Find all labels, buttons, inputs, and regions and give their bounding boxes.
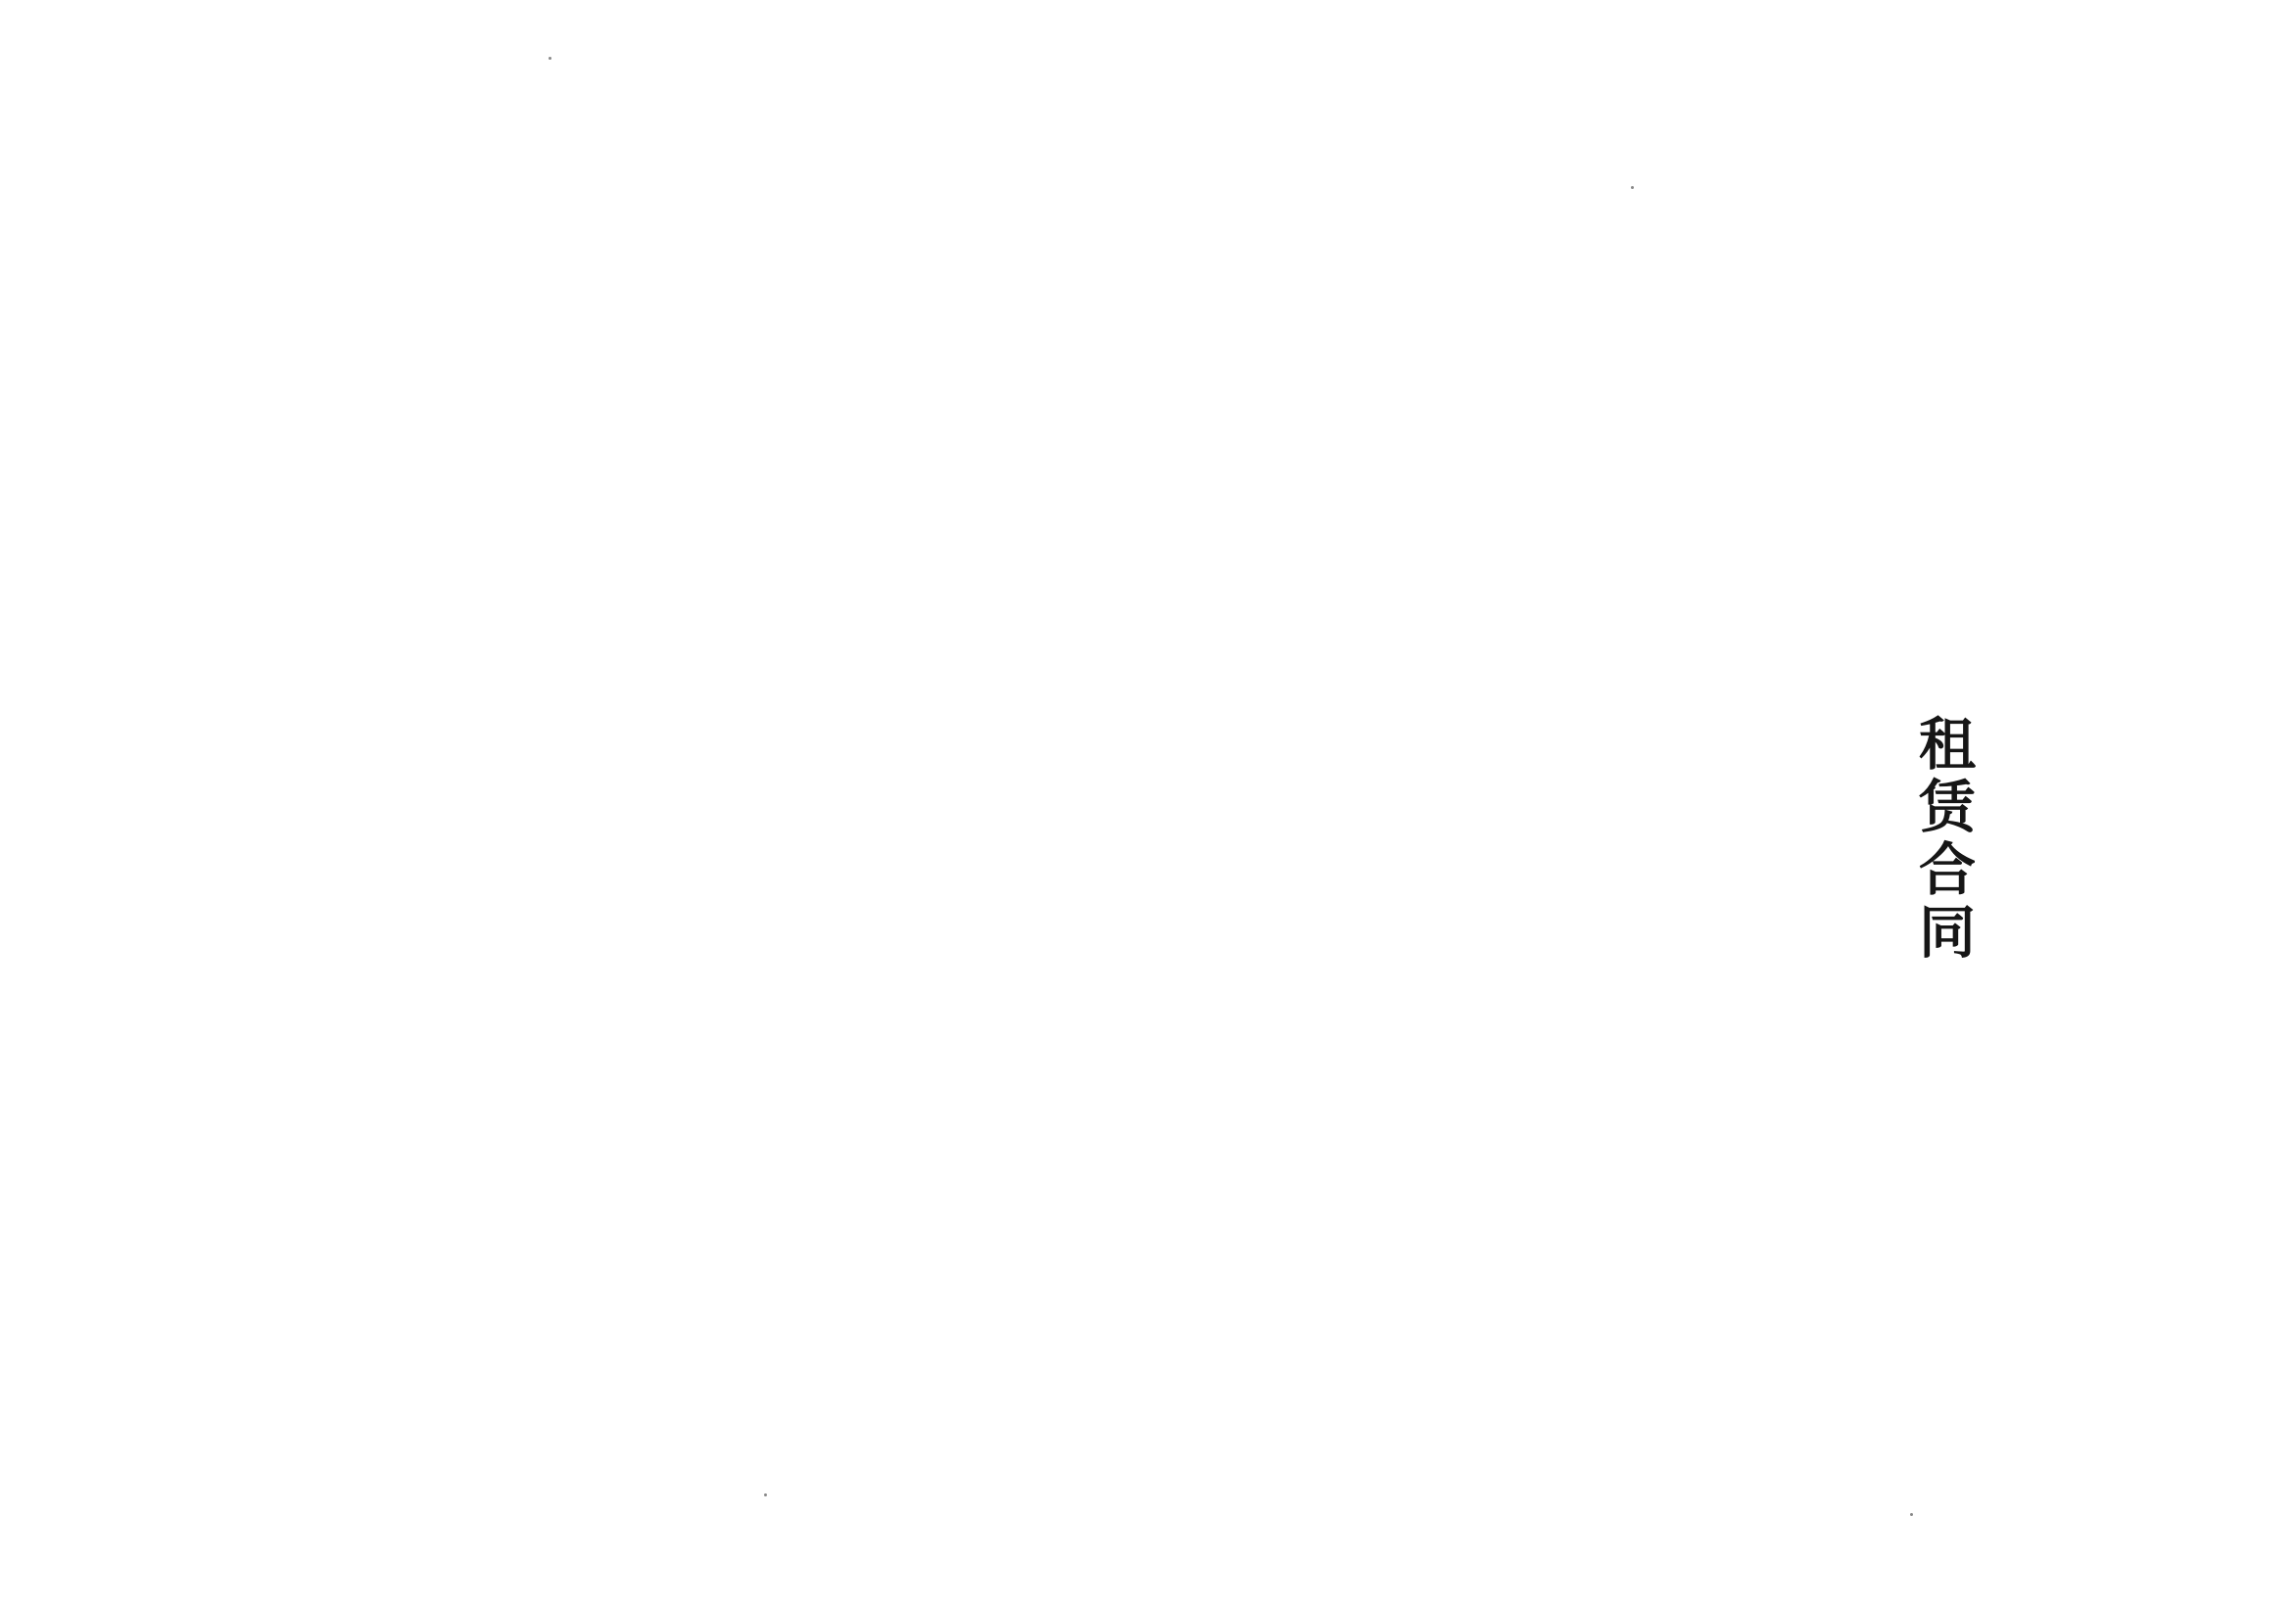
scan-speck [1910, 1513, 1913, 1516]
scan-speck [1631, 186, 1634, 189]
scan-speck [764, 1493, 767, 1496]
document-title: 租赁合同 [1909, 714, 1976, 965]
scan-speck [549, 57, 551, 60]
